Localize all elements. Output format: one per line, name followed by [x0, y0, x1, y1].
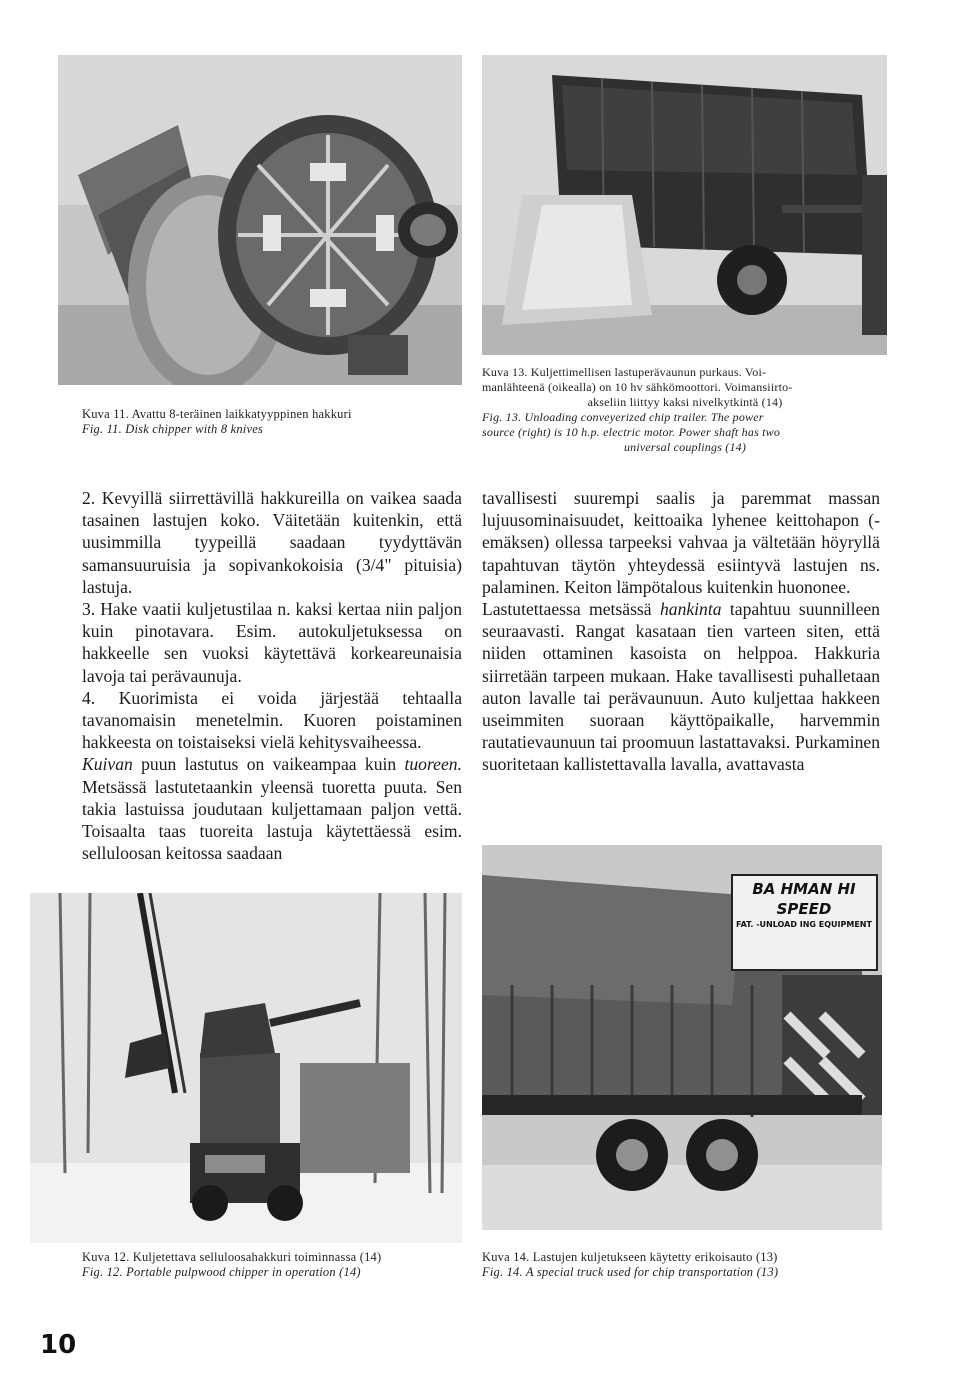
- figure-13-caption-fi-1: Kuva 13. Kuljettimellisen lastuperävaunun purkaus. Voi-: [482, 365, 767, 379]
- figure-14-photo: [482, 845, 882, 1230]
- left-paragraph-3-a: 4. Kuorimista ei voida järjestää tehtaalla tavanomaisin menetelmin. Kuoren poistaminen hakkeesta on toistaiseksi vielä kehitysvaiheessa.: [82, 687, 462, 753]
- figure-13-caption-fi-3: akseliin liittyy kaksi nivelkytkintä (14): [587, 395, 783, 409]
- figure-11-caption-fi: Kuva 11. Avattu 8-teräinen laikkatyyppinen hakkuri: [82, 407, 352, 421]
- left-paragraph-3-b: puun lastutus on vaikeampaa kuin: [132, 754, 405, 775]
- figure-13-photo: [482, 55, 887, 355]
- left-paragraph-3-tuoreen: tuoreen.: [404, 754, 462, 775]
- figure-11-photo: [58, 55, 462, 385]
- right-paragraph-2-b: tapahtuu suunnilleen seuraavasti. Rangat kasataan tien varteen siten, että niiden ottaminen kasoista on helppoa. Hakkuria siirretään tarpeen mukaan. Hake tavallisesti puhalletaan auton lavalle tai perävaunuun. Auto kuljettaa hakkeen useimmiten suoraan käyttöpaikalle, harvemmin rautatievaunuun tai proomuun lastattavaksi. Purkaminen suoritetaan kallistettavalla lavalla, avattavasta: [482, 599, 880, 775]
- right-paragraph-2: [482, 598, 880, 776]
- left-paragraph-3: [82, 687, 462, 865]
- figure-13-caption-en-3: universal couplings (14): [623, 440, 747, 454]
- right-paragraph-1: tavallisesti suurempi saalis ja paremmat massan lujuusominaisuudet, keittoaika lyhenee keittohapon (-emäksen) ollessa tarpeeksi vahvaa ja vältetään höyryllä tapahtuvan täytön yhteydessä esiintyvä lastujen ns. palaminen. Keiton lämpötalous kuitenkin huononee.: [482, 488, 880, 597]
- figure-12-caption-fi: Kuva 12. Kuljetettava selluloosahakkuri toiminnassa (14): [82, 1250, 382, 1264]
- figure-11-caption-en: Fig. 11. Disk chipper with 8 knives: [82, 422, 264, 436]
- figure-13-caption: [482, 365, 888, 455]
- truck-sign-line-2: FAT. -UNLOAD ING EQUIPMENT: [736, 920, 872, 929]
- right-text-column: [482, 487, 880, 776]
- truck-sign-line-1: BA HMAN HI SPEED: [752, 880, 856, 918]
- figure-14-caption-en: Fig. 14. A special truck used for chip transportation (13): [482, 1265, 779, 1279]
- figure-13-caption-en-1: Fig. 13. Unloading conveyerized chip trailer. The power: [482, 410, 764, 424]
- figure-14-caption: [482, 1250, 882, 1280]
- figure-13-caption-fi-2: manlähteenä (oikealla) on 10 hv sähkömoottori. Voimansiirto-: [482, 380, 793, 394]
- left-paragraph-1: 2. Kevyillä siirrettävillä hakkureilla on vaikea saada tasainen lastujen koko. Väitetään kuitenkin, että uusimmilla tyypeillä saadaan tyydyttävän samansuuruisia ja sopivankokoisia (3/4" pituisia) lastuja.: [82, 488, 462, 597]
- figure-12-caption: [82, 1250, 462, 1280]
- truck-sign: [734, 879, 874, 930]
- right-paragraph-2-a: Lastutettaessa metsässä: [482, 599, 660, 620]
- figure-12-photo: [30, 893, 462, 1243]
- left-text-column: [82, 487, 462, 864]
- right-paragraph-2-hankinta: hankinta: [659, 599, 722, 620]
- left-paragraph-3-kuivan: Kuivan: [82, 754, 133, 775]
- figure-14-caption-fi: Kuva 14. Lastujen kuljetukseen käytetty erikoisauto (13): [482, 1250, 778, 1264]
- figure-13-caption-en-2: source (right) is 10 h.p. electric motor. Power shaft has two: [482, 425, 781, 439]
- page-number: 10: [40, 1330, 77, 1360]
- left-paragraph-3-c: Metsässä lastutetaankin yleensä tuoretta puuta. Sen takia lastuissa joudutaan kuljettamaan paljon vettä. Toisaalta taas tuoreita lastuja käytettäessä esim. selluloosan keitossa saadaan: [82, 776, 462, 864]
- figure-11-caption: [82, 407, 462, 437]
- figure-12-caption-en: Fig. 12. Portable pulpwood chipper in operation (14): [82, 1265, 361, 1279]
- left-paragraph-2: 3. Hake vaatii kuljetustilaa n. kaksi kertaa niin paljon kuin pinotavara. Esim. autokuljetuksessa on hakkeelle sen vuoksi käytettävä korkeareunaisia lavoja tai perävaunuja.: [82, 599, 462, 686]
